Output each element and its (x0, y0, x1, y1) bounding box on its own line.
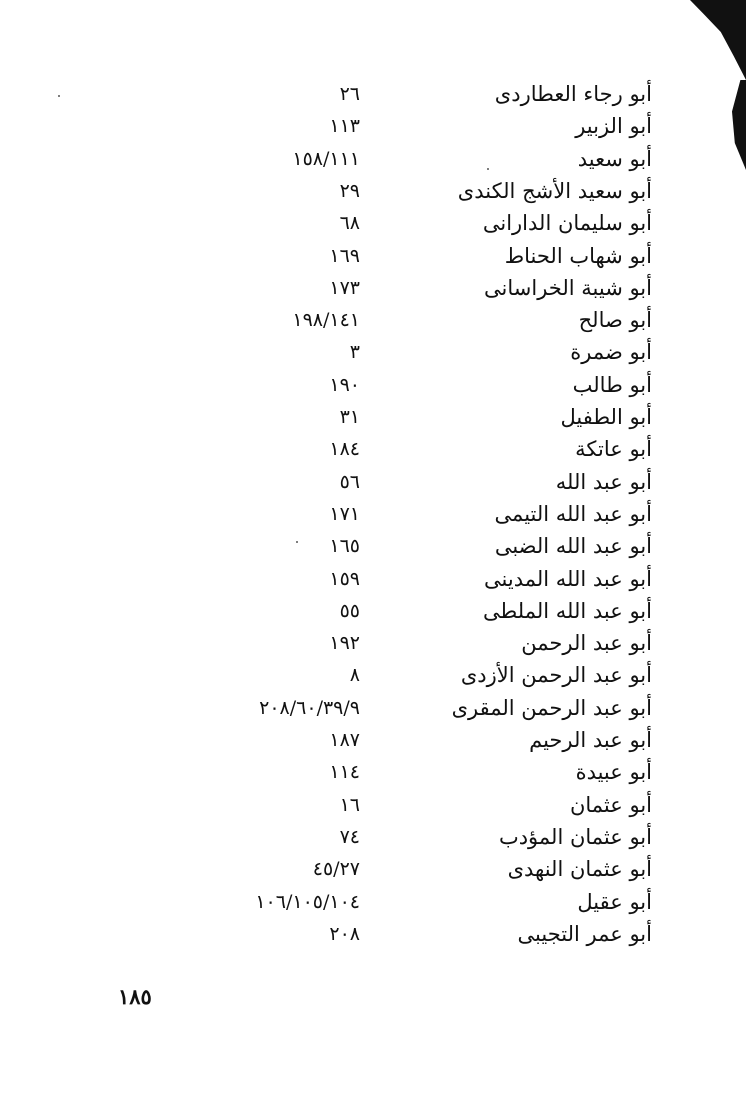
entry-name: أبو عبد الله الملطى (483, 598, 652, 623)
index-entry (200, 78, 652, 110)
index-entry (200, 336, 652, 368)
entry-name: أبو سعيد الأشج الكندى (457, 178, 652, 203)
index-entry (200, 853, 652, 885)
index-entry (200, 240, 652, 272)
entry-page-references: ١٦٩ (329, 244, 360, 267)
entry-name: أبو شيبة الخراسانى (484, 275, 652, 300)
index-entry (200, 595, 652, 627)
entry-name: أبو رجاء العطاردى (494, 82, 652, 106)
entry-name: أبو عبد الله التيمى (494, 501, 652, 526)
entry-page-references: ٢٩ (339, 179, 360, 202)
paper-speck (58, 95, 60, 97)
entry-page-references: ١٦ (339, 793, 360, 816)
entry-page-references: ١٧١ (329, 502, 360, 525)
entry-name: أبو ضمرة (570, 340, 652, 365)
entry-name: أبو عبد الله الضبى (494, 534, 652, 559)
entry-name: أبو عقيل (577, 889, 652, 914)
entry-name: أبو عاتكة (575, 437, 652, 462)
entry-page-references: ١٥٨/١١١ (292, 147, 360, 170)
entry-page-references: ١٩٢ (329, 632, 360, 655)
entry-page-references: ١٩٨/١٤١ (292, 309, 360, 332)
entry-name: أبو عبد الله المدينى (484, 566, 652, 591)
entry-page-references: ١٨٤ (329, 438, 360, 461)
entry-name: أبو صالح (578, 308, 652, 333)
entry-page-references: ٥٦ (339, 470, 360, 493)
index-entry (200, 272, 652, 304)
entry-page-references: ١٠٦/١٠٥/١٠٤ (255, 890, 360, 913)
index-entry (200, 563, 652, 595)
entry-name: أبو عثمان المؤدب (498, 824, 652, 849)
scan-shadow-top (690, 0, 746, 80)
index-entry (200, 498, 652, 530)
index-entry (200, 821, 652, 853)
entry-name: أبو عبد الرحمن المقرى (451, 695, 652, 720)
index-entry (200, 886, 652, 918)
entry-page-references: ١٧٣ (329, 276, 360, 299)
index-entry (200, 659, 652, 691)
entry-page-references: ٨ (349, 664, 360, 687)
index-entry (200, 433, 652, 465)
index-entry (200, 369, 652, 401)
index-entry (200, 304, 652, 336)
index-entry (200, 724, 652, 756)
index-entry (200, 175, 652, 207)
entry-page-references: ١٦٥ (329, 535, 360, 558)
entry-page-references: ٧٤ (339, 825, 360, 848)
page-number: ١٨٥ (118, 984, 152, 1009)
entry-page-references: ٣ (349, 341, 360, 364)
entry-name: أبو عبد الله (555, 469, 652, 494)
entry-page-references: ٦٨ (339, 212, 360, 235)
entry-page-references: ١٩٠ (329, 373, 360, 396)
entry-name: أبو سليمان الدارانى (482, 211, 652, 236)
entry-page-references: ٤٥/٢٧ (312, 858, 360, 881)
entry-name: أبو طالب (572, 372, 652, 397)
scan-shadow-edge (732, 80, 746, 170)
index-entry (200, 401, 652, 433)
index-entries-list (200, 78, 652, 953)
entry-name: أبو الزبير (575, 114, 652, 139)
index-entry (200, 530, 652, 562)
entry-name: أبو شهاب الحناط (504, 243, 652, 268)
entry-name: أبو عمر التجيبى (517, 921, 652, 946)
entry-name: أبو عبد الرحيم (529, 728, 652, 752)
entry-page-references: ٢٠٨/٦٠/٣٩/٩ (259, 696, 360, 719)
index-entry (200, 143, 652, 175)
entry-name: أبو الطفيل (560, 405, 652, 429)
entry-page-references: ١٨٧ (329, 729, 360, 751)
entry-name: أبو عبيدة (575, 760, 652, 785)
index-entry (200, 692, 652, 724)
entry-page-references: ١٥٩ (329, 567, 360, 590)
index-entry (200, 789, 652, 821)
index-entry (200, 627, 652, 659)
entry-name: أبو سعيد (577, 146, 652, 171)
index-entry (200, 466, 652, 498)
entry-page-references: ٥٥ (339, 599, 360, 622)
index-entry (200, 756, 652, 788)
index-entry (200, 207, 652, 239)
entry-page-references: ٣١ (339, 406, 360, 428)
entry-page-references: ٢٠٨ (329, 922, 360, 945)
entry-page-references: ٢٦ (339, 83, 360, 105)
entry-name: أبو عثمان (569, 792, 652, 817)
index-entry (200, 110, 652, 142)
entry-page-references: ١١٣ (329, 115, 360, 138)
index-entry (200, 918, 652, 950)
entry-name: أبو عبد الرحمن الأزدى (460, 663, 652, 688)
entry-page-references: ١١٤ (329, 761, 360, 784)
entry-name: أبو عبد الرحمن (521, 631, 652, 656)
entry-name: أبو عثمان النهدى (507, 857, 652, 882)
